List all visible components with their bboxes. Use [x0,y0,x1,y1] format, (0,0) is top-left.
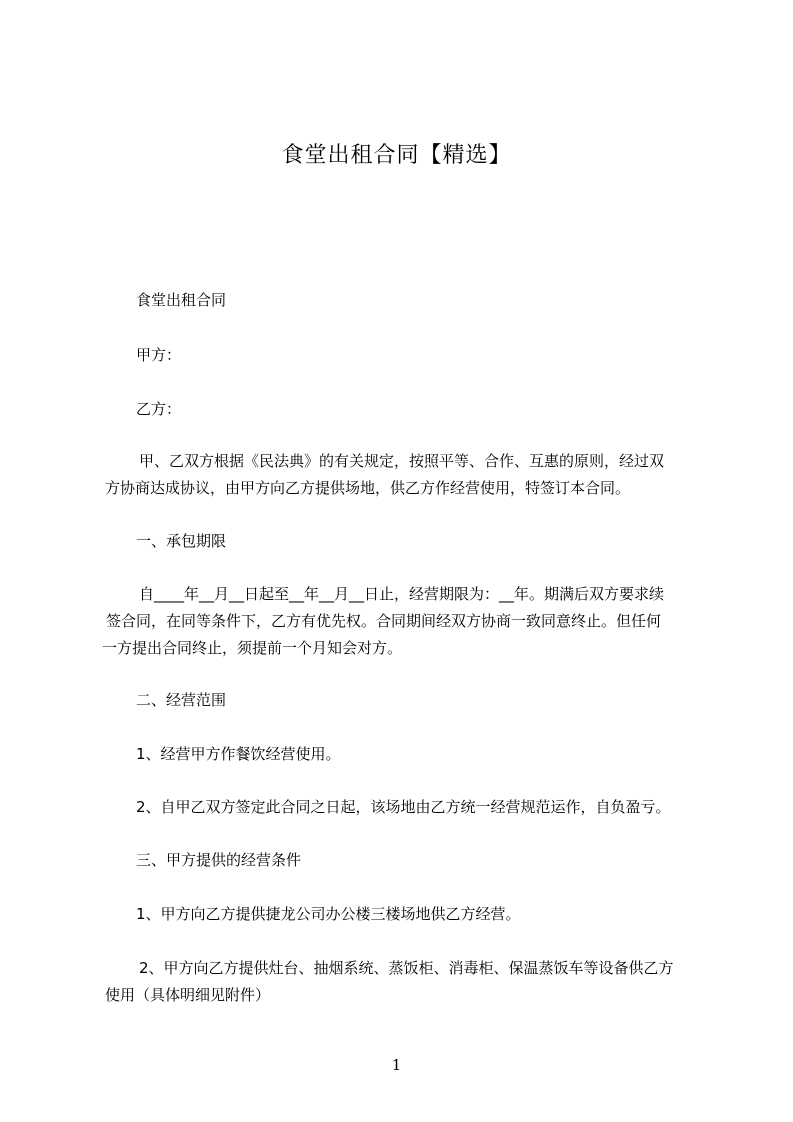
section-1-line-3: 一方提出合同终止，须提前一个月知会对方。 [102,639,403,657]
section-1-line-2: 签合同，在同等条件下，乙方有优先权。合同期间经双方协商一致同意终止。但任何 [106,612,662,630]
section-3-item-2-line-2: 使用（具体明细见附件） [105,986,271,1004]
intro-paragraph-line-2: 方协商达成协议，由甲方向乙方提供场地，供乙方作经营使用，特签订本合同。 [105,479,631,497]
section-3-item-2-line-1: 2、甲方向乙方提供灶台、抽烟系统、蒸饭柜、消毒柜、保温蒸饭车等设备供乙方 [139,959,674,977]
section-1-line-1: 自____年__月__日起至__年__月__日止，经营期限为：__年。期满后双方要求续 [139,585,665,603]
page-number: 1 [391,1056,402,1074]
section-3-item-1: 1、甲方向乙方提供捷龙公司办公楼三楼场地供乙方经营。 [136,905,521,923]
contract-subtitle: 食堂出租合同 [136,291,227,309]
section-2-item-1: 1、经营甲方作餐饮经营使用。 [136,745,341,763]
party-b-label: 乙方： [136,400,182,418]
document-title: 食堂出租合同【精选】 [281,143,512,168]
intro-paragraph-line-1: 甲、乙双方根据《民法典》的有关规定，按照平等、合作、互惠的原则，经过双 [139,452,665,470]
section-1-heading: 一、承包期限 [136,532,227,550]
party-a-label: 甲方： [136,346,182,364]
section-3-heading: 三、甲方提供的经营条件 [136,851,302,869]
section-2-item-2: 2、自甲乙双方签定此合同之日起，该场地由乙方统一经营规范运作，自负盈亏。 [136,798,671,816]
section-2-heading: 二、经营范围 [136,691,227,709]
